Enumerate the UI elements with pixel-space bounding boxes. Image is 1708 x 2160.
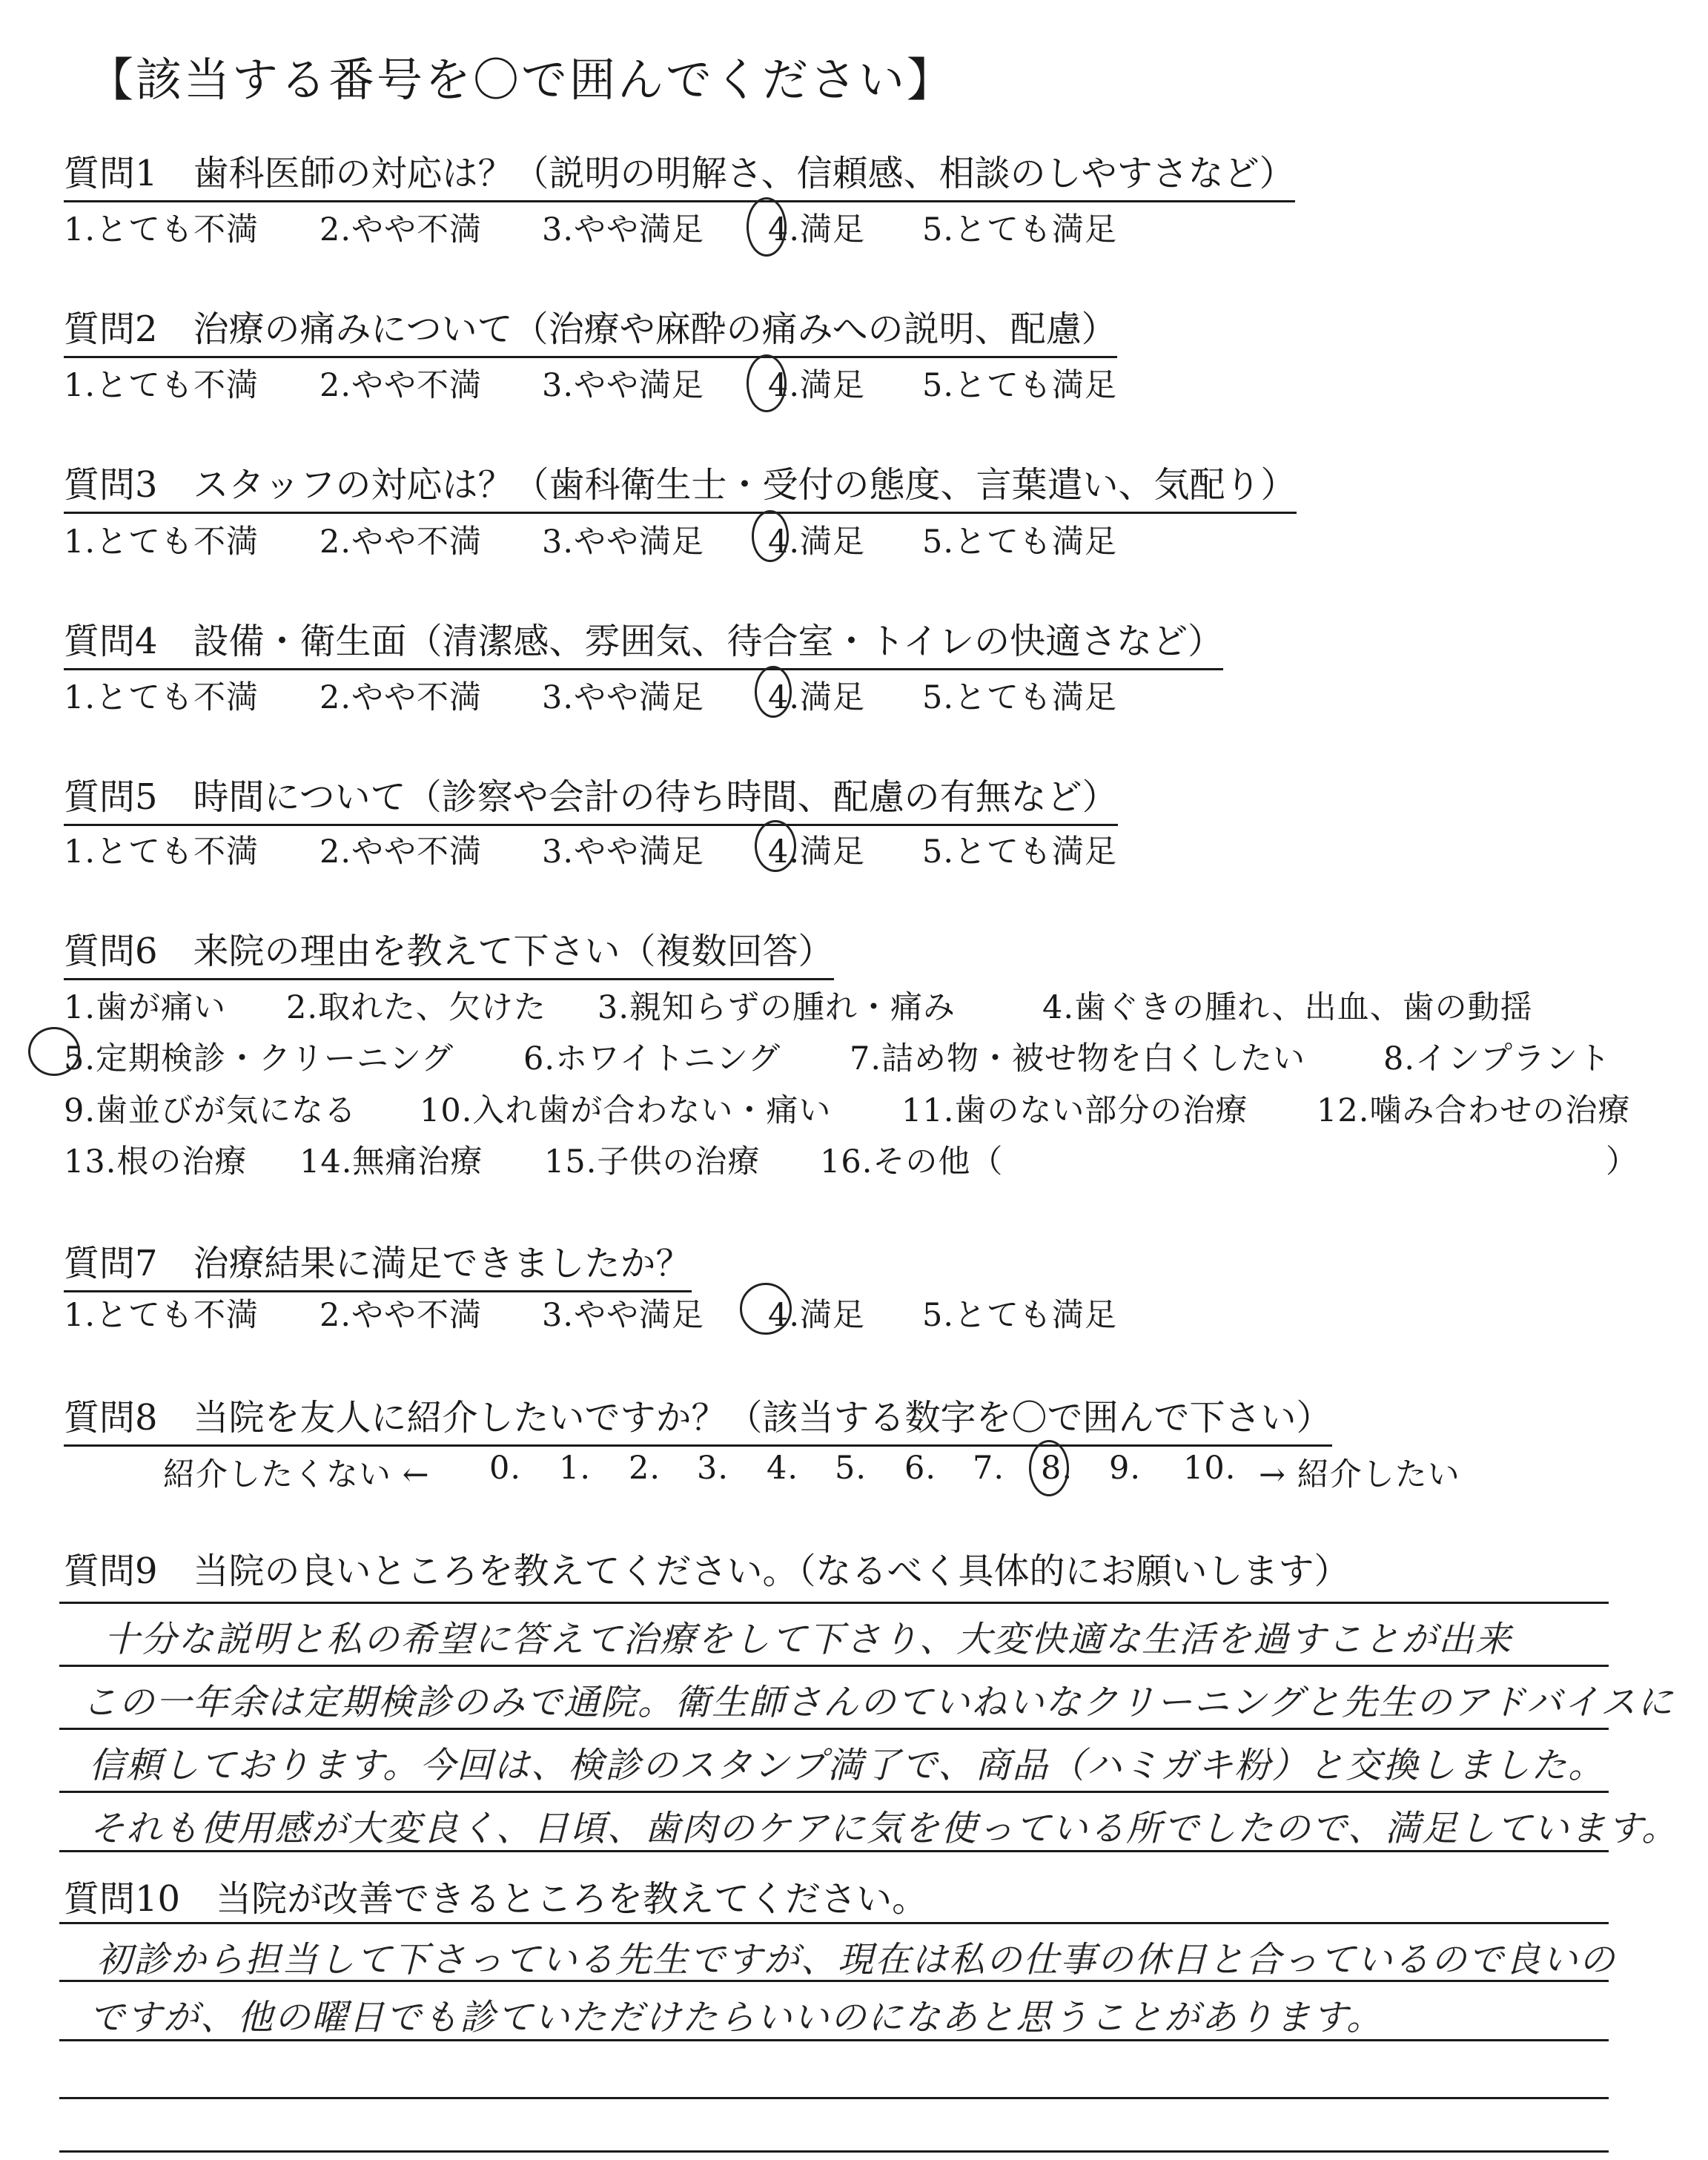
- q6-option-9[interactable]: 9.歯並びが気になる: [64, 1092, 357, 1129]
- q4-option-5[interactable]: 5.とても満足: [922, 679, 1118, 716]
- question-3-title: 質問3 スタッフの対応は？（歯科衛生士・受付の態度、言葉遣い、気配り）: [64, 456, 1297, 514]
- q1-option-5[interactable]: 5.とても満足: [922, 211, 1118, 248]
- q5-selected-circle: [755, 820, 796, 872]
- q9-rule-3: [59, 1728, 1609, 1730]
- question-5-title: 質問5 時間について（診察や会計の待ち時間、配慮の有無など）: [64, 768, 1118, 826]
- q5-option-3[interactable]: 3.やや満足: [542, 833, 705, 871]
- q7-option-5[interactable]: 5.とても満足: [922, 1297, 1118, 1334]
- q6-option-8[interactable]: 8.インプラント: [1383, 1040, 1612, 1077]
- q1-option-4[interactable]: 4.満足: [768, 211, 866, 248]
- q8-scale-9[interactable]: 9.: [1109, 1450, 1142, 1487]
- q8-scale-1[interactable]: 1.: [559, 1450, 592, 1487]
- q10-answer-line-1: 初診から担当して下さっている先生ですが、現在は私の仕事の休日と合っているので良いの: [96, 1939, 1617, 1981]
- q6-option-7[interactable]: 7.詰め物・被せ物を白くしたい: [850, 1040, 1306, 1077]
- q10-answer-line-2: ですが、他の曜日でも診ていただけたらいいのになあと思うことがあります。: [89, 1997, 1384, 2038]
- q8-scale-10[interactable]: 10.: [1183, 1450, 1237, 1487]
- q5-option-2[interactable]: 2.やや不満: [320, 833, 483, 871]
- q3-option-2[interactable]: 2.やや不満: [320, 524, 483, 561]
- q7-option-2[interactable]: 2.やや不満: [320, 1297, 483, 1334]
- q9-answer-line-4: それも使用感が大変良く、日頃、歯肉のケアに気を使っている所でしたので、満足しています。: [89, 1808, 1679, 1849]
- q5-option-1[interactable]: 1.とても不満: [64, 833, 259, 871]
- question-8-title: 質問8 当院を友人に紹介したいですか？（該当する数字を〇で囲んで下さい）: [64, 1389, 1332, 1447]
- q1-option-1[interactable]: 1.とても不満: [64, 211, 259, 248]
- q6-option-2[interactable]: 2.取れた、欠けた: [286, 989, 547, 1026]
- form-header: 【該当する番号を〇で囲んでください】: [87, 53, 956, 107]
- q1-selected-circle: [747, 197, 787, 257]
- q6-option-3[interactable]: 3.親知らずの腫れ・痛み: [598, 989, 956, 1026]
- q6-option-12[interactable]: 12.噛み合わせの治療: [1317, 1092, 1631, 1129]
- question-10-title: 質問10 当院が改善できるところを教えてください。: [64, 1878, 928, 1920]
- q8-scale-3[interactable]: 3.: [697, 1450, 729, 1487]
- q10-rule-1: [59, 1922, 1609, 1924]
- q6-other-close: ）: [1606, 1143, 1638, 1180]
- q6-option-11[interactable]: 11.歯のない部分の治療: [901, 1092, 1248, 1129]
- q5-option-4[interactable]: 4.満足: [768, 833, 866, 871]
- q3-option-4[interactable]: 4.満足: [768, 524, 866, 561]
- question-7-title: 質問7 治療結果に満足できましたか？: [64, 1235, 692, 1292]
- q8-scale-4[interactable]: 4.: [767, 1450, 799, 1487]
- q6-option-4[interactable]: 4.歯ぐきの腫れ、出血、歯の動揺: [1042, 989, 1533, 1026]
- q8-scale-row: [64, 1450, 1576, 1494]
- q9-rule-2: [59, 1665, 1609, 1667]
- q3-option-3[interactable]: 3.やや満足: [542, 524, 705, 561]
- q6-option-5[interactable]: 5.定期検診・クリーニング: [64, 1040, 454, 1077]
- q3-option-1[interactable]: 1.とても不満: [64, 524, 259, 561]
- q2-option-3[interactable]: 3.やや満足: [542, 367, 705, 404]
- q4-option-4[interactable]: 4.満足: [768, 679, 866, 716]
- q6-option-16[interactable]: 16.その他（: [820, 1143, 1004, 1180]
- q2-option-2[interactable]: 2.やや不満: [320, 367, 483, 404]
- q2-option-1[interactable]: 1.とても不満: [64, 367, 259, 404]
- q8-left-label: 紹介したくない ←: [163, 1456, 430, 1493]
- q7-selected-circle: [740, 1283, 792, 1335]
- q9-rule-4: [59, 1791, 1609, 1793]
- q7-option-3[interactable]: 3.やや満足: [542, 1297, 705, 1334]
- q6-option-15[interactable]: 15.子供の治療: [544, 1143, 761, 1180]
- question-9-title: 質問9 当院の良いところを教えてください。（なるべく具体的にお願いします）: [64, 1550, 1350, 1592]
- q8-selected-circle: [1029, 1440, 1069, 1496]
- q8-right-label: → 紹介したい: [1259, 1456, 1460, 1493]
- q8-scale-6[interactable]: 6.: [904, 1450, 937, 1487]
- q6-option-10[interactable]: 10.入れ歯が合わない・痛い: [420, 1092, 832, 1129]
- q9-answer-line-2: この一年余は定期検診のみで通院。衛生師さんのていねいなクリーニングと先生のアドバイスに: [82, 1682, 1675, 1723]
- q1-option-2[interactable]: 2.やや不満: [320, 211, 483, 248]
- q6-selected-circle: [28, 1027, 80, 1076]
- q2-option-4[interactable]: 4.満足: [768, 367, 866, 404]
- q10-rule-5: [59, 2150, 1609, 2153]
- q6-option-13[interactable]: 13.根の治療: [64, 1143, 248, 1180]
- q4-option-1[interactable]: 1.とても不満: [64, 679, 259, 716]
- q2-option-5[interactable]: 5.とても満足: [922, 367, 1118, 404]
- q6-option-14[interactable]: 14.無痛治療: [299, 1143, 483, 1180]
- q9-answer-line-3: 信頼しております。今回は、検診のスタンプ満了で、商品（ハミガキ粉）と交換しました。: [89, 1745, 1606, 1786]
- q6-option-6[interactable]: 6.ホワイトニング: [523, 1040, 781, 1077]
- q1-option-3[interactable]: 3.やや満足: [542, 211, 705, 248]
- q6-option-1[interactable]: 1.歯が痛い: [64, 989, 227, 1026]
- question-1-title: 質問1 歯科医師の対応は？（説明の明解さ、信頼感、相談のしやすさなど）: [64, 145, 1295, 202]
- q3-selected-circle: [752, 510, 789, 562]
- q2-selected-circle: [747, 354, 787, 412]
- q7-option-4[interactable]: 4.満足: [768, 1297, 866, 1334]
- q4-option-2[interactable]: 2.やや不満: [320, 679, 483, 716]
- q7-option-1[interactable]: 1.とても不満: [64, 1297, 259, 1334]
- q9-answer-line-1: 十分な説明と私の希望に答えて治療をして下さり、大変快適な生活を過すことが出来: [104, 1619, 1513, 1660]
- q8-scale-2[interactable]: 2.: [629, 1450, 661, 1487]
- q8-scale-8[interactable]: 8.: [1041, 1450, 1073, 1487]
- q8-scale-7[interactable]: 7.: [973, 1450, 1005, 1487]
- question-6-title: 質問6 来院の理由を教えて下さい（複数回答）: [64, 922, 834, 980]
- q10-rule-4: [59, 2097, 1609, 2099]
- q3-option-5[interactable]: 5.とても満足: [922, 524, 1118, 561]
- q4-option-3[interactable]: 3.やや満足: [542, 679, 705, 716]
- q9-rule-1: [59, 1602, 1609, 1604]
- q4-selected-circle: [755, 666, 792, 718]
- q5-option-5[interactable]: 5.とても満足: [922, 833, 1118, 871]
- q8-scale-0[interactable]: 0.: [489, 1450, 522, 1487]
- q8-scale-5[interactable]: 5.: [835, 1450, 867, 1487]
- question-4-title: 質問4 設備・衛生面（清潔感、雰囲気、待合室・トイレの快適さなど）: [64, 612, 1223, 670]
- question-2-title: 質問2 治療の痛みについて（治療や麻酔の痛みへの説明、配慮）: [64, 300, 1117, 358]
